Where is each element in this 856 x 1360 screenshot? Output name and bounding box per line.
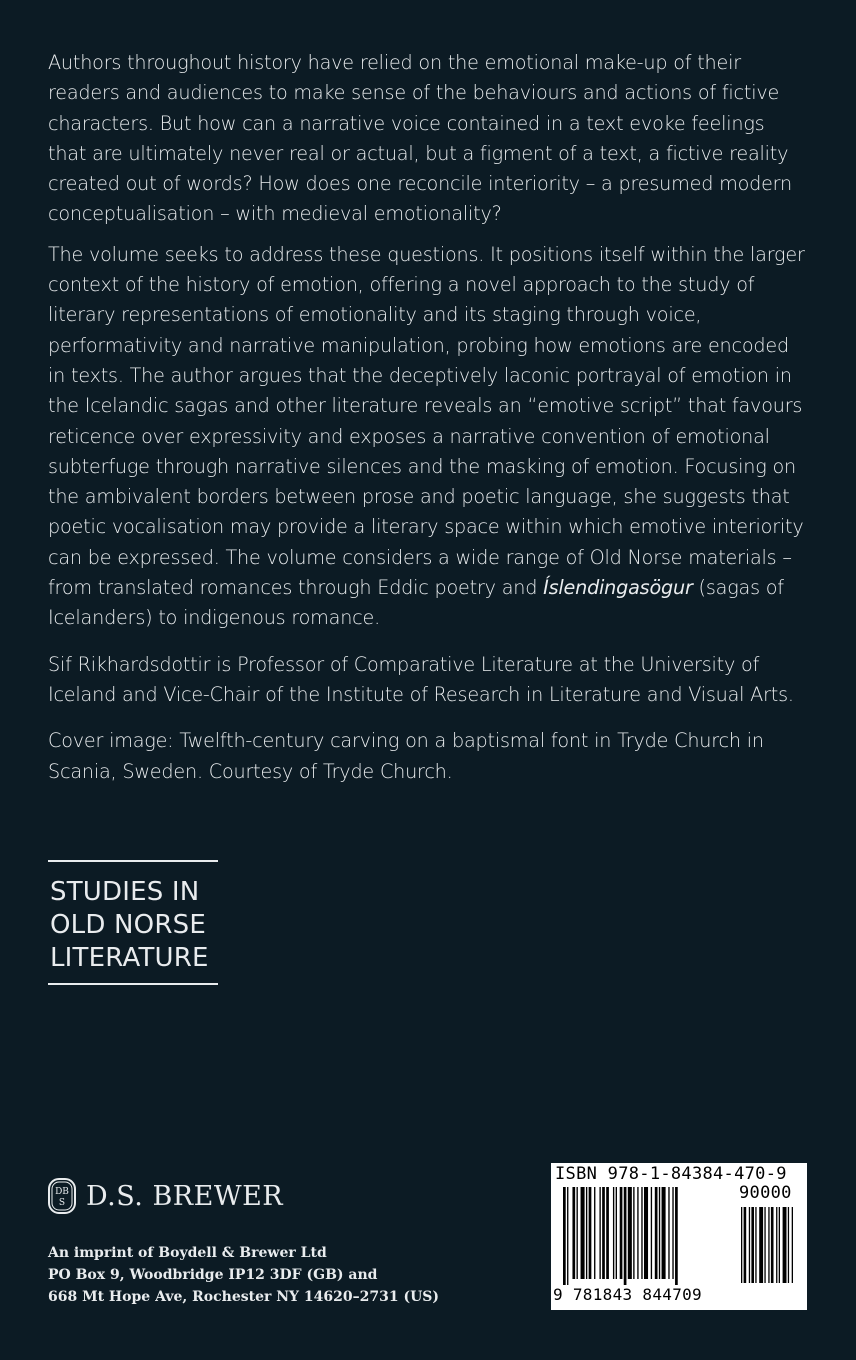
publisher-name: D.S. BREWER	[86, 1180, 284, 1212]
barcode-digits: 9 781843 844709	[553, 1285, 702, 1304]
blurb-italic-term: Íslendingasögur	[543, 576, 693, 600]
back-cover-blurb	[48, 48, 808, 797]
blurb-volume-text: The volume seeks to address these questions. It positions itself within the larger context of the history of emotion, offering a novel approach to the study of literary representations of emotionality and its staging through voice, performativity and narrative manipulation, probing how emotions are encoded in texts. The author argues that the deceptively laconic portrayal of emotion in the Icelandic sagas and other literature reveals an “emotive script” that favours reticence over expressivity and exposes a narrative convention of emotional subterfuge through narrative silences and the masking of emotion. Focusing on the ambivalent borders between prose and poetic language, she suggests that poetic vocalisation may provide a literary space within which emotive interiority can be expressed. The volume considers a wide range of Old Norse materials – from translated romances through Eddic poetry and	[48, 242, 805, 600]
imprint-address-uk: PO Box 9, Woodbridge IP12 3DF (GB) and	[48, 1267, 378, 1283]
publisher-imprint	[48, 1242, 439, 1308]
imprint-address-us: 668 Mt Hope Ave, Rochester NY 14620–2731 (US)	[48, 1289, 440, 1305]
blurb-paragraph-intro: Authors throughout history have relied on the emotional make-up of their readers and audiences to make sense of the behaviours and actions of fictive characters. But how can a narrative voice contained in a text evoke feelings that are ultimately never real or actual, but a figment of a text, a fictive reality created out of words? How does one reconcile interiority – a presumed modern conceptualisation – with medieval emotionality?	[48, 51, 792, 226]
publisher-logo	[48, 1178, 283, 1214]
blurb-paragraph-volume	[48, 240, 808, 634]
svg-text:S: S	[58, 1198, 66, 1208]
price-code: 90000	[739, 1183, 792, 1203]
series-title-block	[48, 860, 218, 985]
isbn-number: ISBN 978-1-84384-470-9	[555, 1164, 787, 1184]
series-bottom-rule	[48, 983, 218, 985]
svg-text:DB: DB	[55, 1187, 69, 1197]
cover-image-credit: Cover image: Twelfth-century carving on a baptismal font in Tryde Church in Scania, Sweden. Courtesy of Tryde Church.	[48, 729, 764, 783]
author-bio: Sif Rikhardsdottir is Professor of Comparative Literature at the University of Iceland and Vice-Chair of the Institute of Research in Literature and Visual Arts.	[48, 652, 794, 706]
dsb-monogram-icon	[48, 1178, 76, 1214]
imprint-line: An imprint of Boydell & Brewer Ltd	[48, 1245, 327, 1261]
series-title: STUDIES IN OLD NORSE LITERATURE	[50, 877, 209, 973]
isbn-barcode	[551, 1163, 807, 1310]
blurb-volume-end: (sagas of Icelanders) to indigenous romance.	[48, 576, 784, 630]
